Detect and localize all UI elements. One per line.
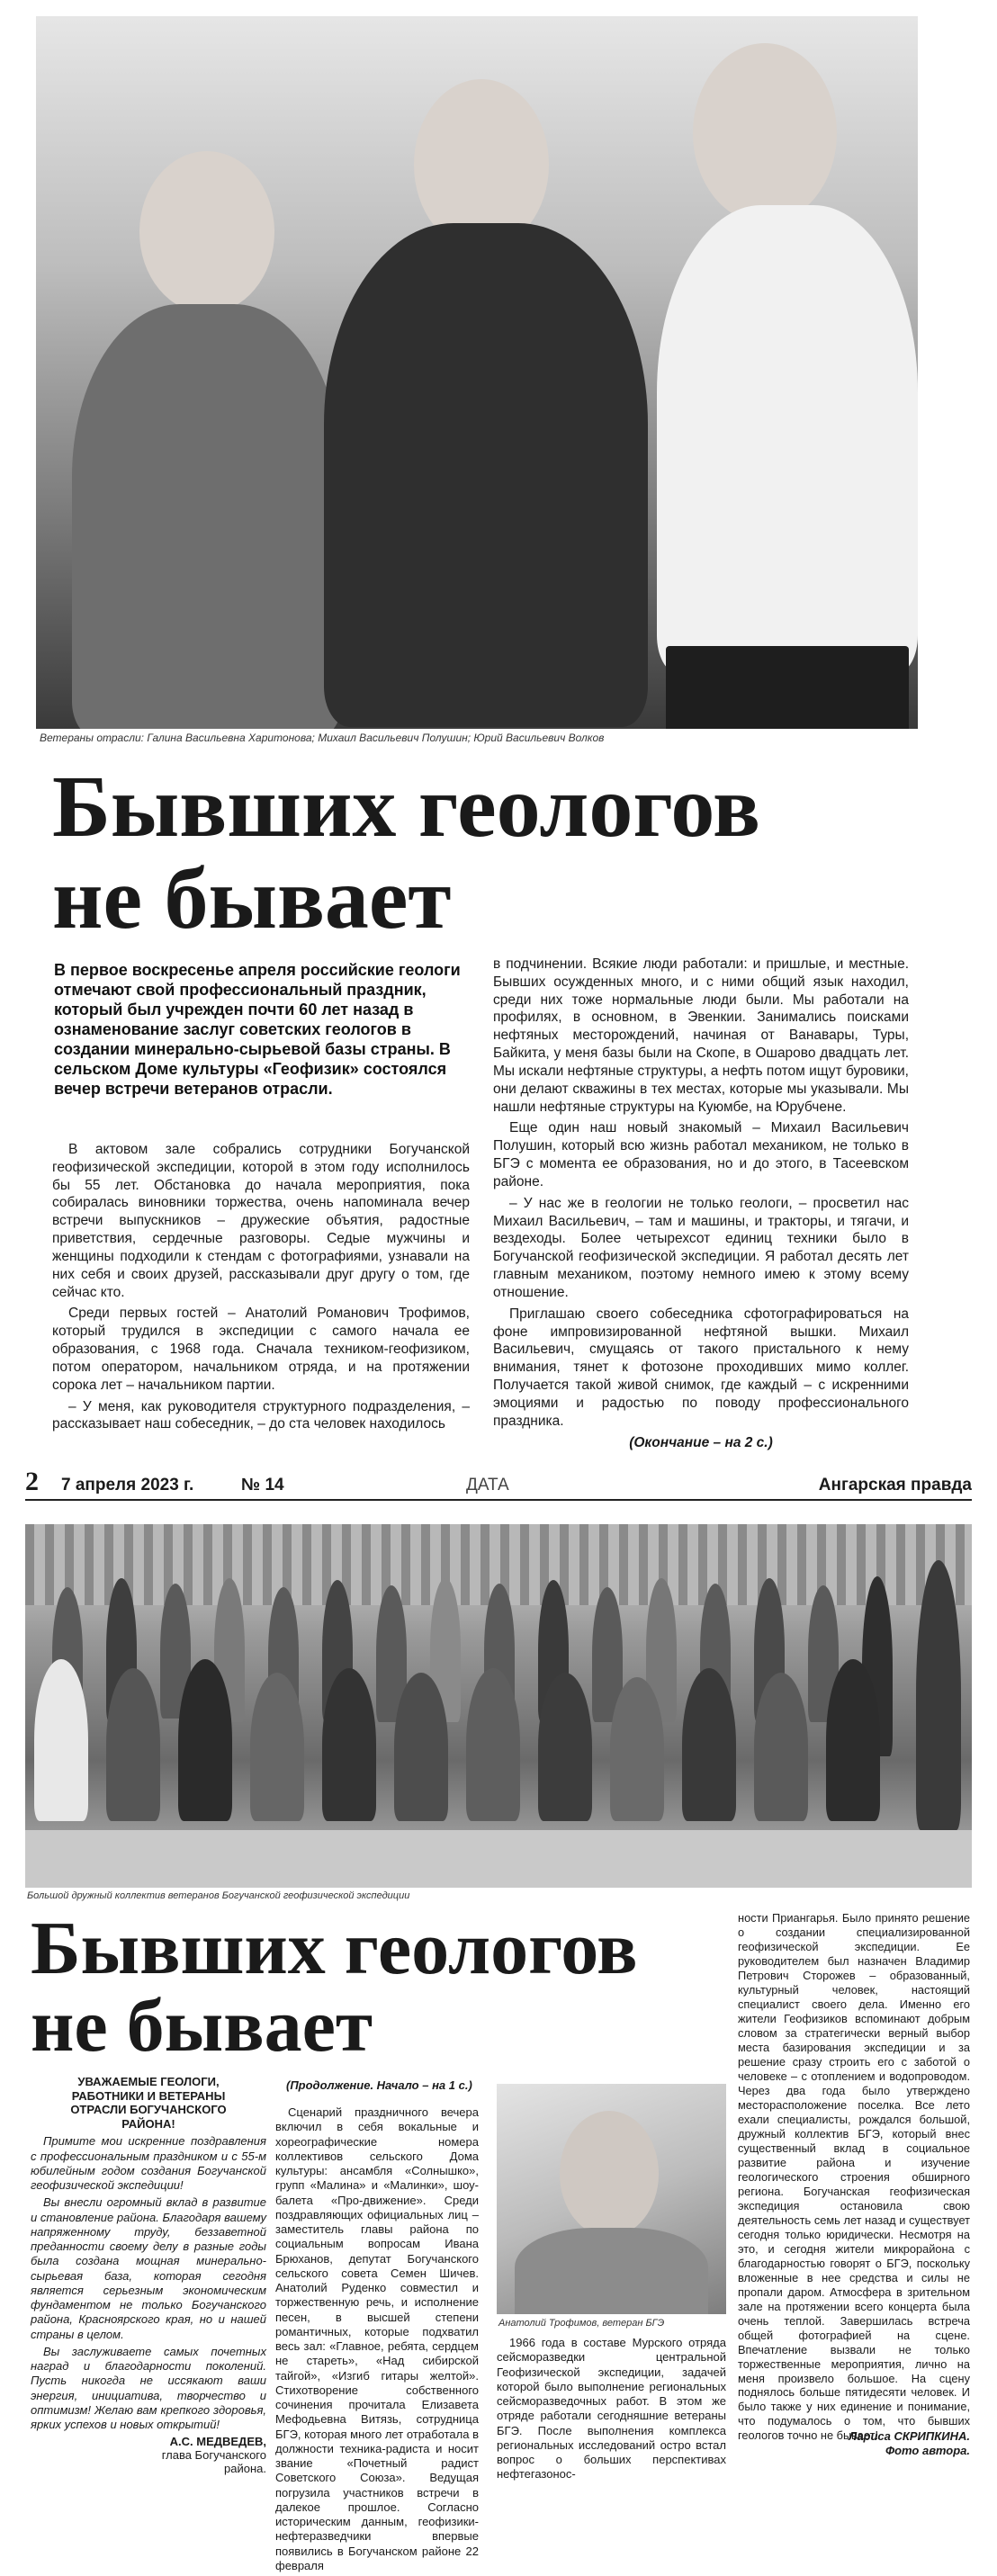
veterans-photo-caption: Ветераны отрасли: Галина Васильевна Харитонова; Михаил Васильевич Полушин; Юрий Васильевич Волков	[40, 732, 605, 744]
group-photo	[25, 1524, 972, 1888]
continued-note: (Окончание – на 2 с.)	[629, 1434, 773, 1450]
issue-date: 7 апреля 2023 г.	[61, 1476, 194, 1494]
headline-line-2: не бывает	[52, 850, 452, 947]
paragraph: Вы заслуживаете самых почетных наград и благодарности поколений. Пусть никогда не иссякают ваши энергия, инициатива, творчество и оптимизм! Желаю вам крепкого здоровья, ярких успехов и новых открытий!	[31, 2344, 266, 2432]
paragraph: Еще один наш новый знакомый – Михаил Васильевич Полушин, который всю жизнь работал механиком, не только в БГЭ с момента ее образования, но и до этого, в Тасеевском районе.	[493, 1120, 909, 1189]
group-photo-caption: Большой дружный коллектив ветеранов Богучанской геофизической экспедиции	[27, 1890, 410, 1901]
article2-column-3	[497, 2336, 726, 2485]
article-lead: В первое воскресенье апреля российские геологи отмечают свой профессиональный праздник, который был учрежден почти 60 лет назад в ознаменование заслуг советских геологов в создании минерально-сырьевой базы страны. В сельском Доме культуры «Геофизик» состоялся вечер встречи ветеранов отрасли.	[54, 961, 461, 1098]
paragraph: Примите мои искренние поздравления с профессиональным праздником и с 55-м юбилейным годом создания Богучанской геофизической экспедиции!	[31, 2134, 266, 2193]
greeting-title: УВАЖАЕМЫЕ ГЕОЛОГИ, РАБОТНИКИ И ВЕТЕРАНЫ ОТРАСЛИ БОГУЧАНСКОГО РАЙОНА!	[70, 2075, 227, 2131]
veterans-photo	[36, 16, 918, 729]
paragraph: в подчинении. Всякие люди работали: и пришлые, и местные. Бывших осужденных много, и с ними общий язык находил, среди них тоже нормальные люди были. Мы работали на профилях, в основном, в Эвенкии. Занимались поисками нефтяных месторождений, начиная от Ванавары, Туры, Байкита, у меня базы были на Скопе, в Ошарово двадцать лет. Мы искали нефтяные структуры, а нефть потом ищут буровики, они делают скважины в тех местах, которые мы указывали. Мы нашли нефтяные структуры на Куюмбе, на Юрубчене.	[493, 956, 909, 1115]
page-header	[25, 1467, 972, 1501]
section-label: ДАТА	[466, 1476, 509, 1494]
headline-line-1: Бывших геологов	[31, 1907, 638, 1990]
article-column-1	[52, 1141, 470, 1437]
page-number: 2	[25, 1467, 39, 1496]
paragraph: Среди первых гостей – Анатолий Романович Трофимов, который трудился в экспедиции с самого начала ее образования, с 1968 года. Сначала техником-геофизиком, потом оператором, начальником отряда, и на протяжении сорока лет – начальником партии.	[52, 1306, 470, 1393]
author-name: Лариса СКРИПКИНА.	[849, 2429, 970, 2443]
article-headline	[52, 758, 760, 947]
paragraph: ности Приангарья. Было принято решение о создании специализированной геофизической экспедиции. Ее руководителем был назначен Владимир Петрович Сторожев – образованный, культурный человек, настоящий специалист своего дела. Именно его жители Геофизиков вспоминают добрым словом за стратегически верный выбор места базирования экспедиции и за решение сразу строить его с заботой о человеке – с отоплением и водопроводом. Через два года было утверждено месторасположение поселка. Все лето ехали специалисты, рождался большой, дружный коллектив БГЭ, который внес существенный вклад в социальное развитие района и изучение геологического строения обширного региона. Богучанская геофизическая экспедиция остановила свою деятельность семь лет назад и существует сегодня только юридически. Несмотря на это, и сегодня жители микрорайона с благодарностью говорят о БГЭ, поскольку вложенные в нее средства и силы не пропали даром. Атмосфера в зрительном зале на протяжении всего концерта была очень теплой. Завершилась встреча общей фотографией на сцене. Впечатление вызвали не только торжественные мероприятия, лично на меня произвело большое. На сцену поднялось больше пятидесяти человек. И было также у них единение и понимание, что подумалось о том, что бывших геологов точно не бывает!	[738, 1911, 970, 2443]
article2-column-4	[738, 1911, 970, 2446]
issue-number: № 14	[241, 1476, 284, 1494]
signature-role: глава Богучанского района.	[161, 2448, 266, 2476]
paragraph: В актовом зале собрались сотрудники Богучанской геофизической экспедиции, которой в этом году исполнилось бы 55 лет. Обстановка до начала мероприятия, пока собиралась виновники торжества, очень напоминала вечер встречи выпускников – дружеские объятия, радостные приветствия, сердечные разговоры. Седые мужчины и женщины подходили к стендам с фотографиями, узнавали на них себя и своих друзей, рассказывали друг другу о том, где сейчас кто.	[52, 1142, 470, 1300]
greeting-body	[31, 2134, 266, 2432]
paragraph: – У меня, как руководителя структурного подразделения, – рассказывает наш собеседник, – до ста человек находилось	[52, 1398, 470, 1432]
article2-column-2	[275, 2105, 479, 2576]
paragraph: Приглашаю своего собеседника сфотографироваться на фоне импровизированной нефтяной вышки. Михаил Васильевич, смущаясь от такого пристального к нему внимания, тянет к фотозоне проходивших мимо коллег. Получается такой живой снимок, где каждый – с искренними эмоциями и радостью по поводу профессионального праздника.	[493, 1306, 909, 1429]
headline-line-2: не бывает	[31, 1984, 373, 2068]
headline-line-1: Бывших геологов	[52, 758, 760, 856]
portrait-photo	[497, 2084, 726, 2314]
greeting-box	[31, 2075, 266, 2475]
paragraph: Сценарий праздничного вечера включил в себя вокальные и хореографические номера коллективов сельского Дома культуры: ансамбля «Солнышко», групп «Малина» и «Малинки», шоу-балета «Про-движение». Среди поздравляющих официальных лиц – заместитель главы района по социальным вопросам Ивана Брюханов, депутат Богучанского сельского совета Семен Шичев. Анатолий Руденко совместил и торжественную речь, и исполнение песен, в высшей степени романтичных, которые подхватил весь зал: «Главное, ребята, сердцем не стареть», «Над сибирской тайгой», «Изгиб гитары желтой». Стихотворение собственного сочинения прочитала Елизавета Мефодьевна Витязь, сотрудница БГЭ, которая много лет отработала в должности техника-радиста и носит звание «Почетный радист Советского Союза». Ведущая погрузила участников встречи в далекое прошлое. Согласно историческим данным, геофизики-нефтеразведчики впервые появились в Богучанском районе 22 февраля	[275, 2105, 479, 2572]
photo-credit: Фото автора.	[885, 2444, 970, 2458]
author-signature	[738, 2429, 970, 2459]
paragraph: 1966 года в составе Мурского отряда сейсморазведки центральной Геофизической экспедиции, задачей которой было выполнение региональных сейсморазведочных работ. В этом же отряде работали сегодняшние ветераны БГЭ. После выполнения комплекса региональных исследований остро встал вопрос о больших перспективах нефтегазонос-	[497, 2336, 726, 2482]
signature-name: А.С. МЕДВЕДЕВ,	[169, 2435, 266, 2449]
portrait-caption: Анатолий Трофимов, ветеран БГЭ	[498, 2318, 665, 2329]
paragraph: Вы внесли огромный вклад в развитие и становление района. Благодаря вашему напряженному труду, беззаветной преданности своему делу в разные годы была создана мощная минерально-сырьевая база, которая сегодня является серьезным экономическим фундаментом не только Богучанского района, Красноярского края, но и нашей страны в целом.	[31, 2195, 266, 2341]
continuation-note: (Продолжение. Начало – на 1 с.)	[286, 2078, 472, 2092]
newspaper-name: Ангарская правда	[818, 1476, 972, 1494]
article2-headline	[31, 1907, 638, 2068]
paragraph: – У нас же в геологии не только геологи, – просветил нас Михаил Васильевич, – там и машины, и тракторы, и тягачи, и вездеходы. Более четырехсот единиц техники было в Богучанской геофизической экспедиции. Я работал десять лет главным механиком, поэтому немного имею к этому всему отношение.	[493, 1195, 909, 1300]
article-column-2	[493, 956, 909, 1451]
